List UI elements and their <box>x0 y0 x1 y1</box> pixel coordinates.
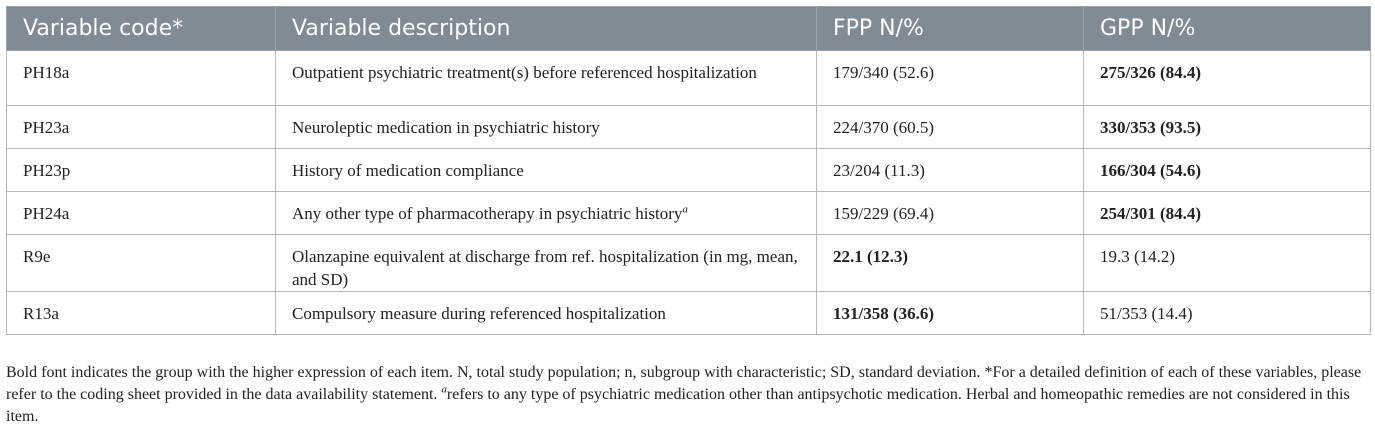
table-row <box>7 51 1371 106</box>
cell-fpp: 22.1 (12.3) <box>817 235 1084 292</box>
cell-gpp: 51/353 (14.4) <box>1084 292 1371 335</box>
footnote-text-continued: refers to any type of psychiatric medication other than antipsychotic medication. Herbal and homeopathic remedies are not considered in this item. <box>6 386 1350 425</box>
table-row <box>7 292 1371 335</box>
cell-code: PH23p <box>7 149 276 192</box>
header-variable-code: Variable code* <box>7 7 276 51</box>
footnote-marker: a <box>682 202 688 215</box>
cell-gpp: 166/304 (54.6) <box>1084 149 1371 192</box>
footnote-text: Bold font indicates the group with the higher expression of each item. N, total study population; n, subgroup with characteristic; SD, standard deviation. *For a detailed definition of each of these variables, please refer to the coding sheet provided in the data availability statement. <box>6 364 1362 403</box>
table-footnote <box>6 362 1370 428</box>
header-fpp: FPP N/% <box>817 7 1084 51</box>
cell-fpp: 224/370 (60.5) <box>817 106 1084 149</box>
cell-description <box>276 192 817 235</box>
description-text: Any other type of pharmacotherapy in psychiatric history <box>292 203 683 223</box>
cell-code: PH23a <box>7 106 276 149</box>
cell-gpp: 275/326 (84.4) <box>1084 51 1371 106</box>
cell-code: R13a <box>7 292 276 335</box>
cell-fpp: 159/229 (69.4) <box>817 192 1084 235</box>
cell-description: Olanzapine equivalent at discharge from ref. hospitalization (in mg, mean, and SD) <box>276 235 817 292</box>
header-variable-description: Variable description <box>276 7 817 51</box>
cell-code: PH18a <box>7 51 276 106</box>
table-header-row <box>7 7 1371 51</box>
table-row <box>7 106 1371 149</box>
cell-code: R9e <box>7 235 276 292</box>
cell-description: Outpatient psychiatric treatment(s) before referenced hospitalization <box>276 51 817 106</box>
header-gpp: GPP N/% <box>1084 7 1371 51</box>
cell-gpp: 330/353 (93.5) <box>1084 106 1371 149</box>
cell-fpp: 179/340 (52.6) <box>817 51 1084 106</box>
table-row <box>7 235 1371 292</box>
table-row <box>7 192 1371 235</box>
cell-description: Neuroleptic medication in psychiatric history <box>276 106 817 149</box>
cell-fpp: 23/204 (11.3) <box>817 149 1084 192</box>
table-row <box>7 149 1371 192</box>
cell-gpp: 254/301 (84.4) <box>1084 192 1371 235</box>
cell-fpp: 131/358 (36.6) <box>817 292 1084 335</box>
cell-code: PH24a <box>7 192 276 235</box>
cell-description: Compulsory measure during referenced hospitalization <box>276 292 817 335</box>
cell-description: History of medication compliance <box>276 149 817 192</box>
cell-gpp: 19.3 (14.2) <box>1084 235 1371 292</box>
footnote-marker: a <box>441 383 447 396</box>
variables-table <box>6 6 1371 335</box>
